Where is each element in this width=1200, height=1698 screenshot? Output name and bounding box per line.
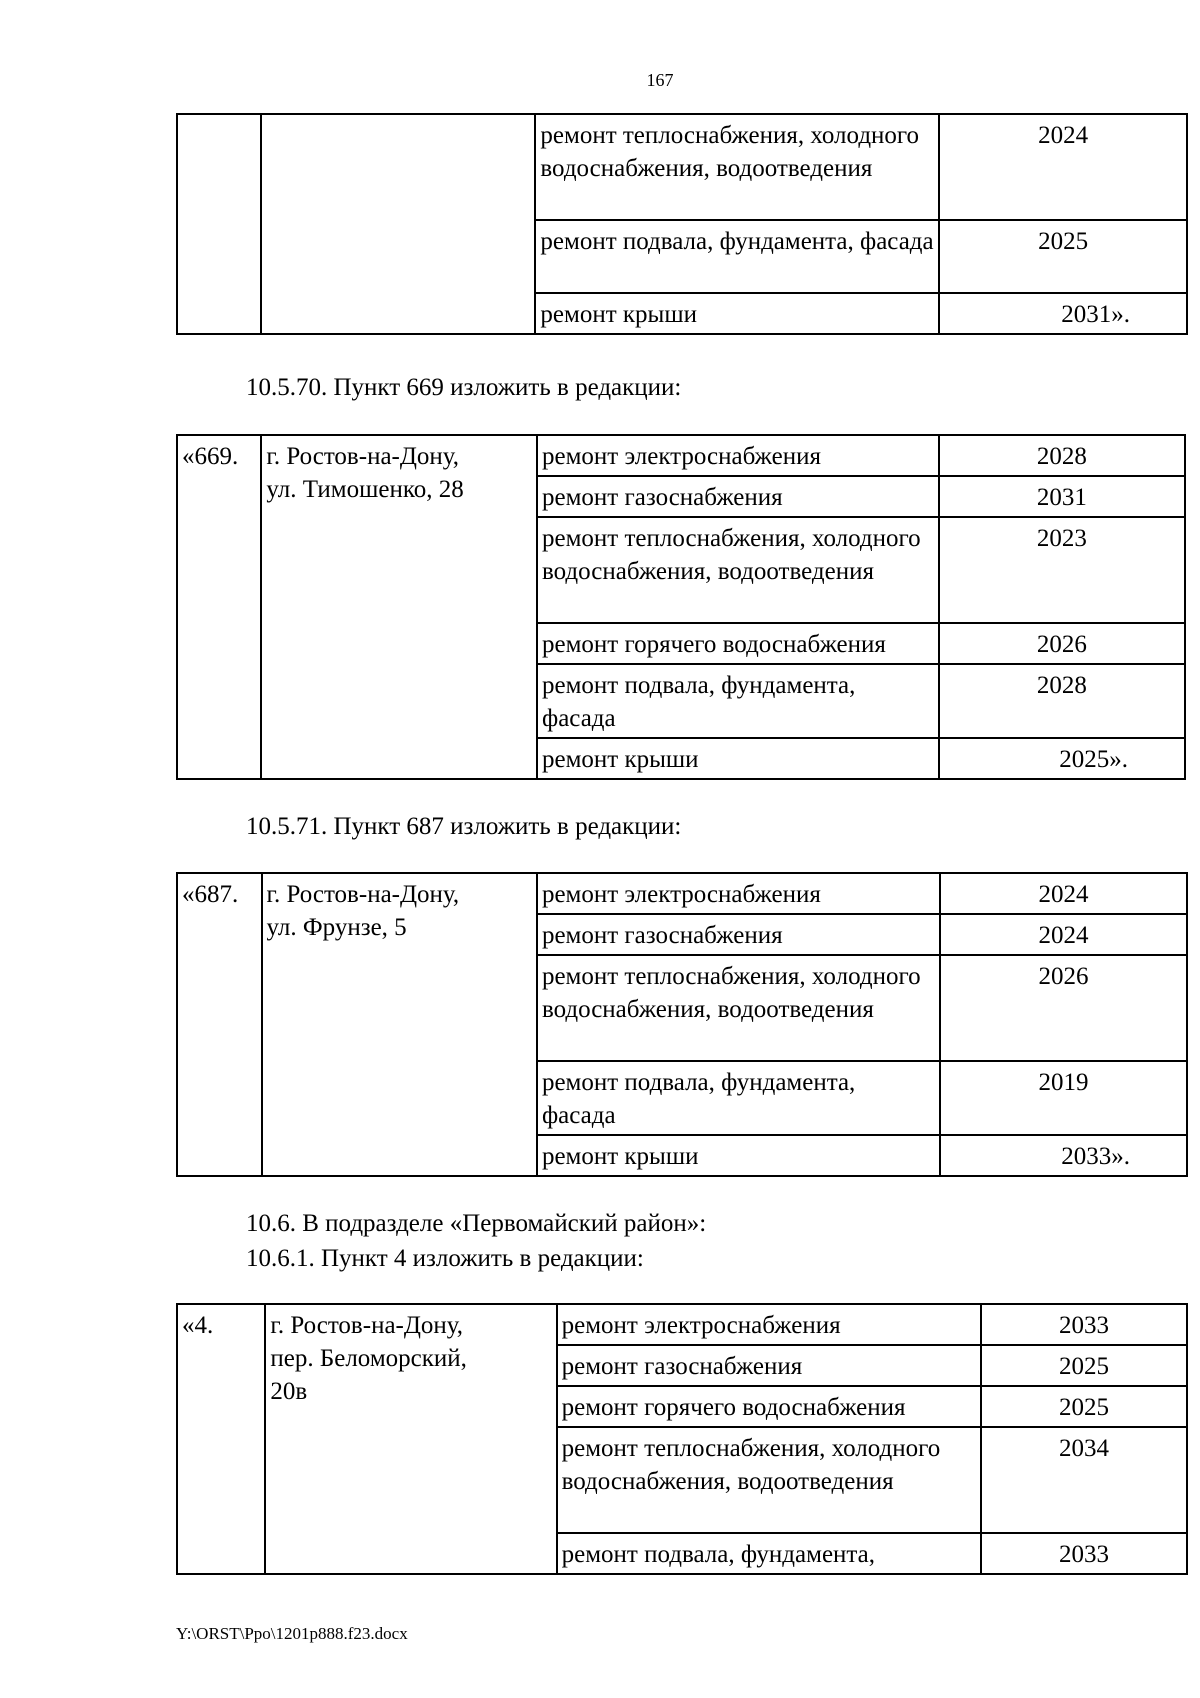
- year-cell: 2031: [939, 476, 1185, 517]
- year-cell: 2026: [940, 955, 1187, 1061]
- work-cell: ремонт крыши: [537, 1135, 940, 1176]
- work-cell: ремонт подвала, фундамента,: [557, 1533, 981, 1574]
- work-cell: ремонт теплоснабжения, холодного водоснабжения, водоотведения: [537, 517, 939, 623]
- year-cell: 2033: [981, 1533, 1187, 1574]
- work-cell: ремонт электроснабжения: [537, 435, 939, 476]
- paragraph-item-669: 10.5.70. Пункт 669 изложить в редакции:: [246, 374, 682, 401]
- work-cell: ремонт подвала, фундамента, фасада: [535, 220, 939, 293]
- address-cell: г. Ростов-на-Дону, пер. Беломорский, 20в: [265, 1304, 556, 1574]
- year-cell: 2024: [940, 873, 1187, 914]
- num-cell: «669.: [177, 435, 261, 779]
- year-cell: 2028: [939, 664, 1185, 738]
- table-row: [177, 114, 1187, 220]
- work-cell: ремонт теплоснабжения, холодного водоснабжения, водоотведения: [535, 114, 939, 220]
- year-cell: 2019: [940, 1061, 1187, 1135]
- work-cell: ремонт подвала, фундамента, фасада: [537, 1061, 940, 1135]
- table-item-669: [176, 434, 1186, 780]
- table-row: [177, 435, 1185, 476]
- footer-file-path: Y:\ORST\Ppo\1201p888.f23.docx: [176, 1624, 408, 1643]
- work-cell: ремонт горячего водоснабжения: [557, 1386, 981, 1427]
- work-cell: ремонт крыши: [537, 738, 939, 779]
- year-cell: 2034: [981, 1427, 1187, 1533]
- year-cell: 2033».: [940, 1135, 1187, 1176]
- paragraph-section-10-6: 10.6. В подразделе «Первомайский район»:: [246, 1210, 707, 1237]
- year-cell: 2025: [981, 1386, 1187, 1427]
- page-number: 167: [646, 70, 674, 90]
- num-cell: [177, 114, 261, 334]
- work-cell: ремонт теплоснабжения, холодного водоснабжения, водоотведения: [537, 955, 940, 1061]
- address-cell: [261, 114, 536, 334]
- year-cell: 2025: [939, 220, 1187, 293]
- year-cell: 2028: [939, 435, 1185, 476]
- address-cell: г. Ростов-на-Дону, ул. Фрунзе, 5: [262, 873, 537, 1176]
- work-cell: ремонт газоснабжения: [537, 914, 940, 955]
- table-item-687: [176, 872, 1188, 1177]
- table-item-4: [176, 1303, 1188, 1575]
- table-row: [177, 1304, 1187, 1345]
- work-cell: ремонт крыши: [535, 293, 939, 334]
- year-cell: 2031».: [939, 293, 1187, 334]
- year-cell: 2026: [939, 623, 1185, 664]
- work-cell: ремонт теплоснабжения, холодного водоснабжения, водоотведения: [557, 1427, 981, 1533]
- work-cell: ремонт горячего водоснабжения: [537, 623, 939, 664]
- address-cell: г. Ростов-на-Дону, ул. Тимошенко, 28: [261, 435, 537, 779]
- paragraph-item-10-6-1: 10.6.1. Пункт 4 изложить в редакции:: [246, 1245, 644, 1272]
- num-cell: «687.: [177, 873, 262, 1176]
- year-cell: 2025».: [939, 738, 1185, 779]
- num-cell: «4.: [177, 1304, 265, 1574]
- work-cell: ремонт газоснабжения: [557, 1345, 981, 1386]
- year-cell: 2024: [940, 914, 1187, 955]
- year-cell: 2023: [939, 517, 1185, 623]
- work-cell: ремонт газоснабжения: [537, 476, 939, 517]
- table-continuation: [176, 113, 1188, 335]
- year-cell: 2033: [981, 1304, 1187, 1345]
- work-cell: ремонт электроснабжения: [537, 873, 940, 914]
- paragraph-item-687: 10.5.71. Пункт 687 изложить в редакции:: [246, 813, 682, 840]
- work-cell: ремонт электроснабжения: [557, 1304, 981, 1345]
- table-row: [177, 873, 1187, 914]
- year-cell: 2025: [981, 1345, 1187, 1386]
- year-cell: 2024: [939, 114, 1187, 220]
- work-cell: ремонт подвала, фундамента, фасада: [537, 664, 939, 738]
